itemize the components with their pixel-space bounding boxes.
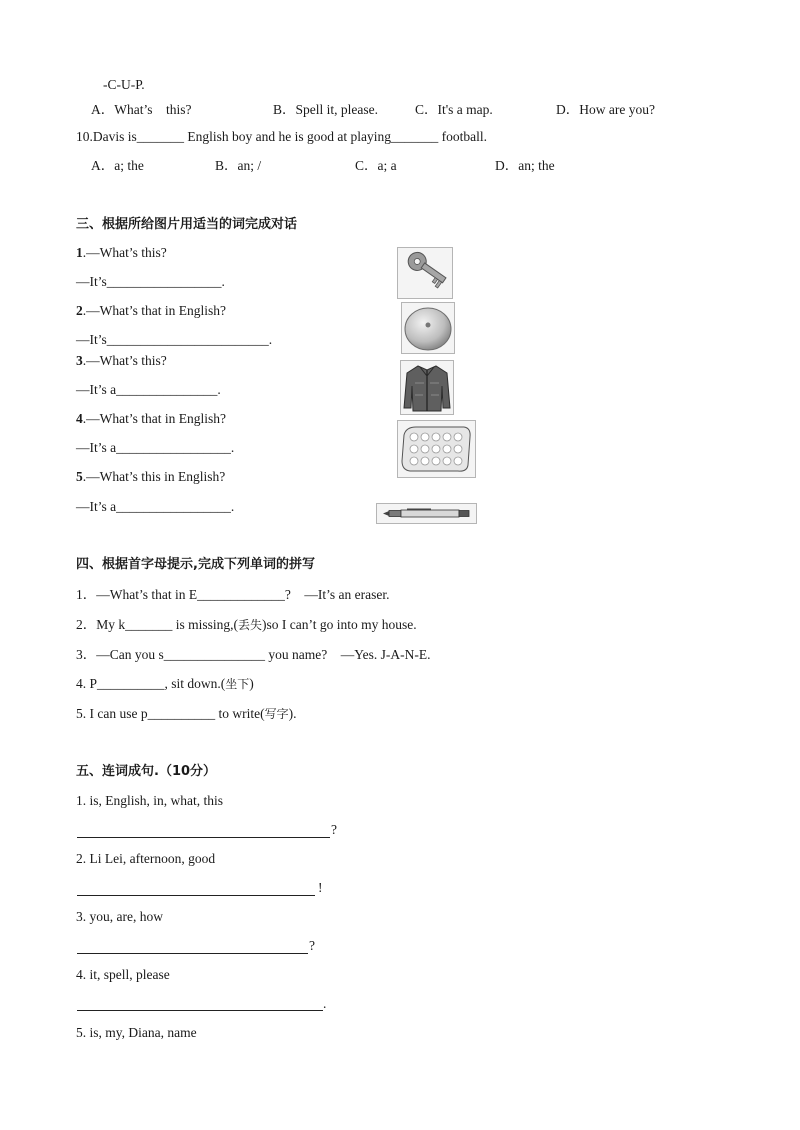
s5-end-mark-1: ? — [331, 822, 337, 837]
s3-q2-text: .—What’s that in English? — [82, 303, 226, 318]
s3-q1-number: 1 — [76, 245, 83, 260]
s3-q3-number: 3 — [76, 353, 83, 368]
s3-question-2 — [76, 303, 226, 319]
s4-item-2 — [76, 617, 417, 633]
s4-item-3-text: 3．—Can you s_______________ you name? —Yes. J-A-N-E. — [76, 647, 431, 662]
q9-option-d: D．How are you? — [556, 102, 655, 117]
s3-q3-text: .—What’s this? — [82, 353, 167, 368]
q9-option-c: C．It's a map. — [415, 102, 493, 117]
orange-icon — [402, 303, 454, 353]
s3-question-1 — [76, 245, 167, 261]
quilt-icon — [398, 421, 475, 477]
pen-icon — [377, 504, 476, 523]
key-picture — [397, 247, 453, 299]
s3-answer-1: —It’s_________________. — [76, 274, 225, 289]
s4-item-5-text: 5. I can use p__________ to write( — [76, 706, 265, 721]
s4-item-4-text-end: ) — [249, 676, 254, 691]
s3-q5-number: 5 — [76, 469, 83, 484]
q10-option-d: D．an; the — [495, 158, 555, 173]
s3-answer-5: —It’s a_________________. — [76, 499, 235, 514]
s4-item-5-text-end: ). — [288, 706, 297, 721]
s4-item-1-text: 1．—What’s that in E_____________? —It’s an eraser. — [76, 587, 390, 602]
pen-picture — [376, 503, 477, 524]
q10-option-c: C．a; a — [355, 158, 397, 173]
jacket-icon — [401, 361, 453, 414]
s3-question-4 — [76, 411, 226, 427]
q9-tail: -C-U-P. — [103, 77, 145, 92]
s3-q4-text: .—What’s that in English? — [82, 411, 226, 426]
s5-answer-line-1 — [77, 837, 330, 838]
s4-item-4-hint: 坐下 — [225, 677, 250, 691]
section4-heading: 四、根据首字母提示,完成下列单词的拼写 — [76, 557, 315, 572]
s5-words-2: 2. Li Lei, afternoon, good — [76, 851, 216, 866]
s4-item-5-hint: 写字 — [264, 707, 289, 721]
s4-item-2-hint: 丢失 — [238, 618, 263, 632]
orange-picture — [401, 302, 455, 354]
s3-q2-number: 2 — [76, 303, 83, 318]
s3-q4-number: 4 — [76, 411, 83, 426]
s3-answer-4: —It’s a_________________. — [76, 440, 235, 455]
s4-item-4-text: 4. P__________, sit down.( — [76, 676, 226, 691]
s3-question-5 — [76, 469, 225, 485]
q10-option-a: A．a; the — [91, 158, 144, 173]
s5-answer-line-3 — [77, 953, 308, 954]
key-icon — [398, 248, 452, 298]
s5-end-mark-2: ! — [318, 880, 323, 895]
s5-words-5: 5. is, my, Diana, name — [76, 1025, 197, 1040]
q10-stem: 10.Davis is_______ English boy and he is good at playing_______ football. — [76, 129, 487, 144]
s5-answer-line-4 — [77, 1010, 323, 1011]
s4-item-2-text: 2．My k_______ is missing,( — [76, 617, 239, 632]
s3-q5-text: .—What’s this in English? — [82, 469, 226, 484]
s4-item-5 — [76, 706, 296, 722]
s4-item-2-text-end: )so I can’t go into my house. — [262, 617, 417, 632]
jacket-picture — [400, 360, 454, 415]
s5-end-mark-4: . — [323, 996, 327, 1011]
s4-item-1 — [76, 587, 389, 603]
s3-question-3 — [76, 353, 167, 369]
s5-answer-line-2 — [77, 895, 315, 896]
s5-words-3: 3. you, are, how — [76, 909, 163, 924]
s3-answer-3: —It’s a_______________. — [76, 382, 221, 397]
quilt-picture — [397, 420, 476, 478]
s4-item-3 — [76, 647, 430, 663]
q9-option-b: B．Spell it, please. — [273, 102, 378, 117]
s4-item-4 — [76, 676, 254, 692]
q10-option-b: B．an; / — [215, 158, 262, 173]
s3-answer-2: —It’s________________________. — [76, 332, 273, 347]
s5-words-4: 4. it, spell, please — [76, 967, 170, 982]
s5-words-1: 1. is, English, in, what, this — [76, 793, 224, 808]
q9-option-a: A．What’s this? — [91, 102, 192, 117]
section5-heading: 五、连词成句.（10分） — [76, 764, 217, 779]
s3-q1-text: .—What’s this? — [82, 245, 167, 260]
section3-heading: 三、根据所给图片用适当的词完成对话 — [76, 217, 298, 232]
s5-end-mark-3: ? — [309, 938, 315, 953]
